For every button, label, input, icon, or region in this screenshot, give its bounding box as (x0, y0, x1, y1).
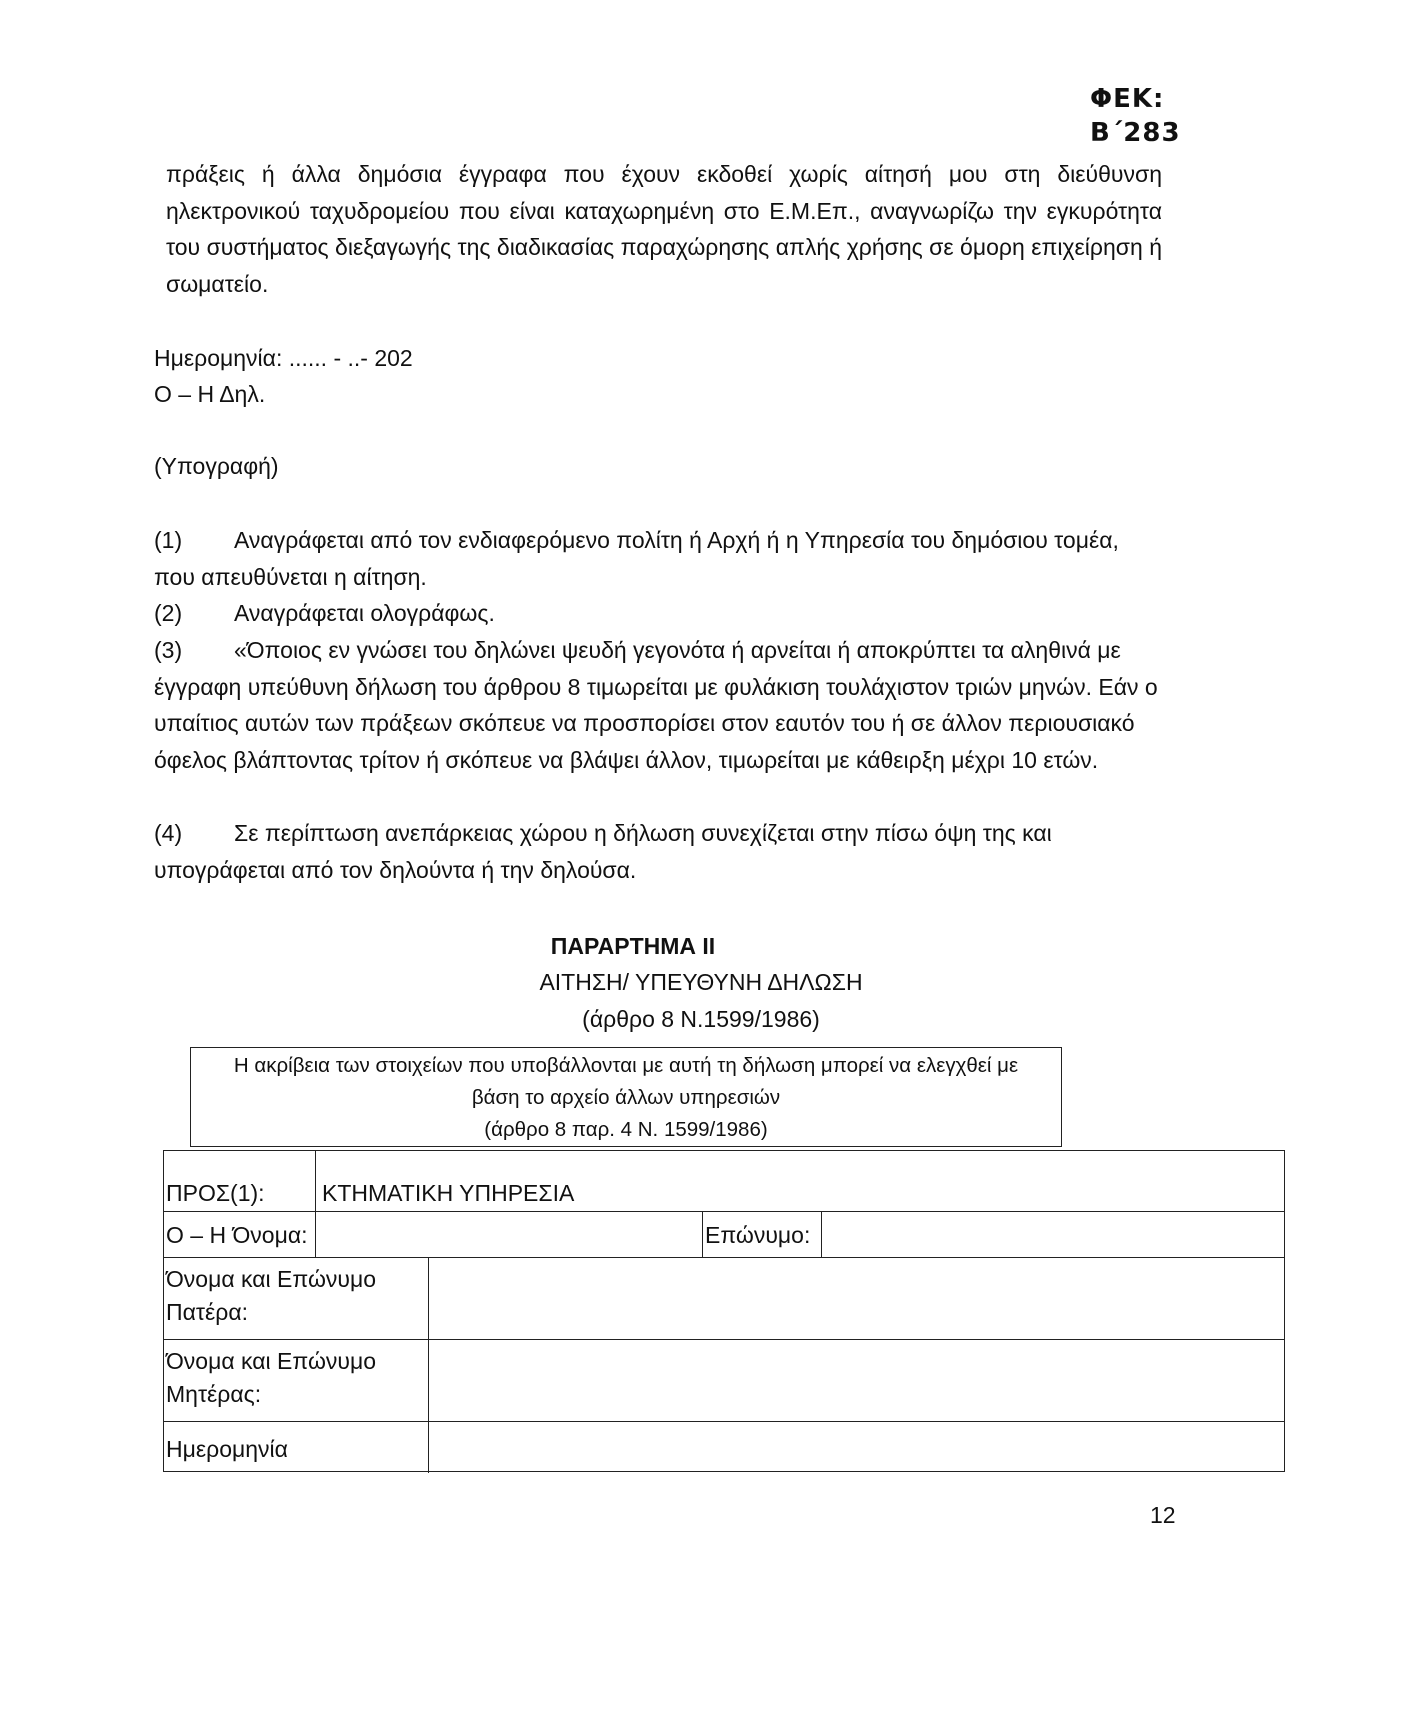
notice-line-3: (άρθρο 8 παρ. 4 Ν. 1599/1986) (484, 1118, 768, 1141)
declaration-form-table (163, 1150, 1285, 1472)
footnote-text: Αναγράφεται ολογράφως. (234, 600, 495, 626)
father-name-field[interactable] (431, 1259, 1282, 1337)
mother-label-line-1: Όνομα και Επώνυμο (166, 1348, 377, 1374)
column-divider (315, 1151, 316, 1257)
footnote-2 (154, 595, 1164, 632)
date-label: Ημερομηνία (166, 1436, 288, 1462)
row-divider (164, 1421, 1284, 1422)
recipient-value: ΚΤΗΜΑΤΙΚΗ ΥΠΗΡΕΣΙΑ (322, 1180, 575, 1206)
father-name-label (166, 1263, 376, 1329)
row-divider (164, 1257, 1284, 1258)
footnote-number: (1) (154, 527, 183, 553)
surname-field[interactable] (824, 1213, 1282, 1255)
column-divider (428, 1257, 429, 1473)
father-label-line-1: Όνομα και Επώνυμο (166, 1266, 377, 1292)
column-divider (821, 1211, 822, 1257)
notice-line-1: Η ακρίβεια των στοιχείων που υποβάλλονται με αυτή τη δήλωση μπορεί να ελεγχθεί με (233, 1054, 1019, 1077)
accuracy-notice-box (190, 1047, 1062, 1147)
signature-line: (Υπογραφή) (154, 453, 279, 479)
mother-label-line-2: Μητέρας: (166, 1381, 262, 1407)
annex-law-reference: (άρθρο 8 Ν.1599/1986) (582, 1006, 820, 1032)
father-label-line-2: Πατέρα: (166, 1299, 249, 1325)
annex-subtitle: ΑΙΤΗΣΗ/ ΥΠΕΥΘΥΝΗ ΔΗΛΩΣΗ (539, 969, 863, 995)
footnote-number: (4) (154, 820, 183, 846)
row-divider (164, 1211, 1284, 1212)
footnote-1 (154, 522, 1164, 595)
declarant-line: Ο – Η Δηλ. (154, 381, 266, 407)
footnote-text: Σε περίπτωση ανεπάρκειας χώρου η δήλωση συνεχίζεται στην πίσω όψη της και υπογράφεται από τον δηλούντα ή την δηλούσα. (154, 820, 1052, 883)
page-number: 12 (1150, 1502, 1176, 1528)
footnote-3 (154, 632, 1164, 778)
mother-name-field[interactable] (431, 1341, 1282, 1419)
footnote-number: (2) (154, 600, 183, 626)
surname-label: Επώνυμο: (705, 1222, 811, 1248)
mother-name-label (166, 1345, 376, 1411)
gazette-reference: ΦΕΚ: Β΄283 (1090, 84, 1181, 148)
row-divider (164, 1339, 1284, 1340)
footnote-text: «Όποιος εν γνώσει του δηλώνει ψευδή γεγονότα ή αρνείται ή αποκρύπτει τα αληθινά με έγγραφη υπεύθυνη δήλωση του άρθρου 8 τιμωρείται με φυλάκιση τουλάχιστον τριών μηνών. Εάν ο υπαίτιος αυτών των πράξεων σκόπευε να προσπορίσει στον εαυτόν του ή σε άλλον περιουσιακό όφελος βλάπτοντας τρίτον ή σκόπευε να βλάψει άλλον, τιμωρείται με κάθειρξη μέχρι 10 ετών. (154, 637, 1158, 773)
footnote-number: (3) (154, 637, 183, 663)
column-divider (702, 1211, 703, 1257)
footnote-text: Αναγράφεται από τον ενδιαφερόμενο πολίτη ή Αρχή ή η Υπηρεσία του δημόσιου τομέα, που απευθύνεται η αίτηση. (154, 527, 1119, 590)
notice-line-2: βάση το αρχείο άλλων υπηρεσιών (471, 1086, 781, 1109)
footnote-4 (154, 815, 1164, 888)
annex-title: ΠΑΡΑΡΤΗΜΑ ΙΙ (550, 933, 716, 959)
intro-paragraph: πράξεις ή άλλα δημόσια έγγραφα που έχουν εκδοθεί χωρίς αίτησή μου στη διεύθυνση ηλεκτρονικού ταχυδρομείου που είναι καταχωρημένη στο Ε.Μ.Επ., αναγνωρίζω την εγκυρότητα του συστήματος διεξαγωγής της διαδικασίας παραχώρησης απλής χρήσης σε όμορη επιχείρηση ή σωματείο. (166, 161, 1162, 297)
date-line: Ημερομηνία: ...... - ..- 202 (154, 345, 413, 371)
name-field[interactable] (318, 1213, 700, 1255)
recipient-label: ΠΡΟΣ(1): (166, 1180, 265, 1206)
name-label: Ο – Η Όνομα: (166, 1222, 308, 1248)
date-field[interactable] (431, 1423, 1282, 1469)
